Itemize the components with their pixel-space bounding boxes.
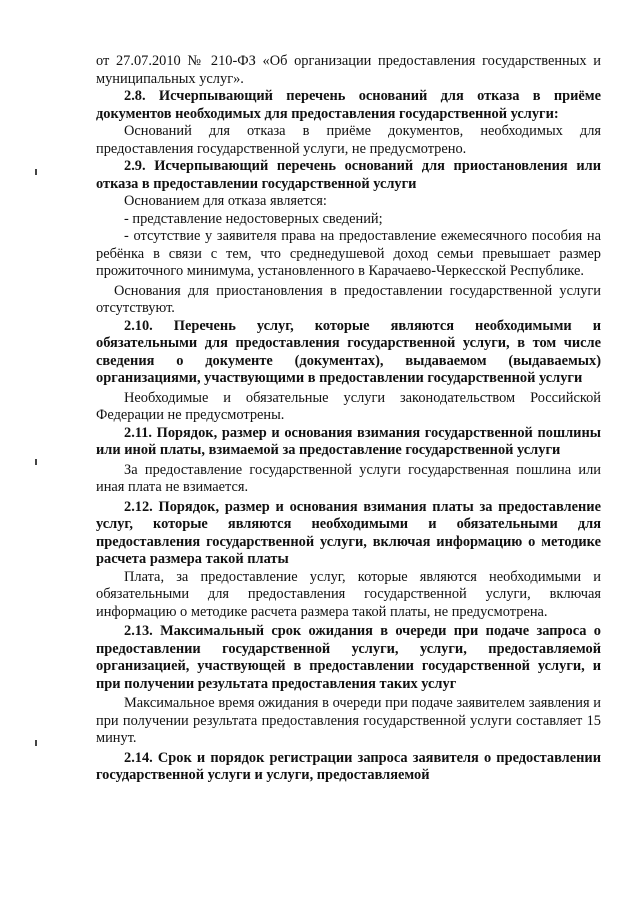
paragraph-2-11-body: За предоставление государственной услуги государственная пошлина или иная плата не взимается. (96, 461, 601, 495)
heading-2-10: 2.10. Перечень услуг, которые являются необходимыми и обязательными для предоставления государственной услуги, в том числе сведения о документе (документах), выдаваемом (выдаваемых) организациями, участвующими в предоставлении государственной услуги (96, 317, 601, 386)
paragraph-2-10-body: Необходимые и обязательные услуги законодательством Российской Федерации не предусмотрены. (96, 389, 601, 423)
list-item-no-right: - отсутствие у заявителя права на предоставление ежемесячного пособия на ребёнка в связи с тем, что среднедушевой доход семьи превышает размер прожиточного минимума, установленного в Карачаево-Черкесской Республике. (96, 228, 601, 279)
paragraph-2-9-basis: Основанием для отказа является: (124, 193, 327, 209)
paragraph-2-9-suspension: Основания для приостановления в предоставлении государственной услуги отсутствуют. (96, 282, 601, 316)
paragraph-2-8-body: Оснований для отказа в приёме документов, необходимых для предоставления государственной услуги, не предусмотрено. (96, 123, 601, 157)
heading-2-12: 2.12. Порядок, размер и основания взимания платы за предоставление услуг, которые являются необходимыми и обязательными для предоставления государственной услуги, включая информацию о методике расчета размера такой платы (96, 498, 601, 567)
paragraph-intro-continuation: от 27.07.2010 № 210-ФЗ «Об организации предоставления государственных и муниципальных услуг». (96, 53, 601, 87)
paragraph-2-13-body: Максимальное время ожидания в очереди при подаче заявителем заявления и при получении результата предоставления государственной услуги составляет 15 минут. (96, 695, 601, 746)
document-page (96, 53, 601, 785)
heading-2-13: 2.13. Максимальный срок ожидания в очереди при подаче запроса о предоставлении государственной услуги, услуги, предоставляемой организацией, участвующей в предоставлении государственной услуги, и при получении результата предоставления таких услуг (96, 623, 601, 692)
margin-scan-mark (35, 169, 37, 175)
margin-scan-mark (35, 459, 37, 465)
margin-scan-mark (35, 740, 37, 746)
heading-2-14: 2.14. Срок и порядок регистрации запроса заявителя о предоставлении государственной услуги и услуги, предоставляемой (96, 749, 601, 783)
heading-2-8: 2.8. Исчерпывающий перечень оснований для отказа в приёме документов необходимых для предоставления государственной услуги: (96, 88, 601, 122)
list-item-false-info: - представление недостоверных сведений; (124, 210, 383, 227)
heading-2-9: 2.9. Исчерпывающий перечень оснований для приостановления или отказа в предоставлении государственной услуги (96, 158, 601, 192)
heading-2-11: 2.11. Порядок, размер и основания взимания государственной пошлины или иной платы, взимаемой за предоставление государственной услуги (96, 424, 601, 458)
paragraph-2-12-body: Плата, за предоставление услуг, которые являются необходимыми и обязательными для предоставления государственной услуги, включая информацию о методике расчета размера такой платы, не предусмотрена. (96, 568, 601, 620)
